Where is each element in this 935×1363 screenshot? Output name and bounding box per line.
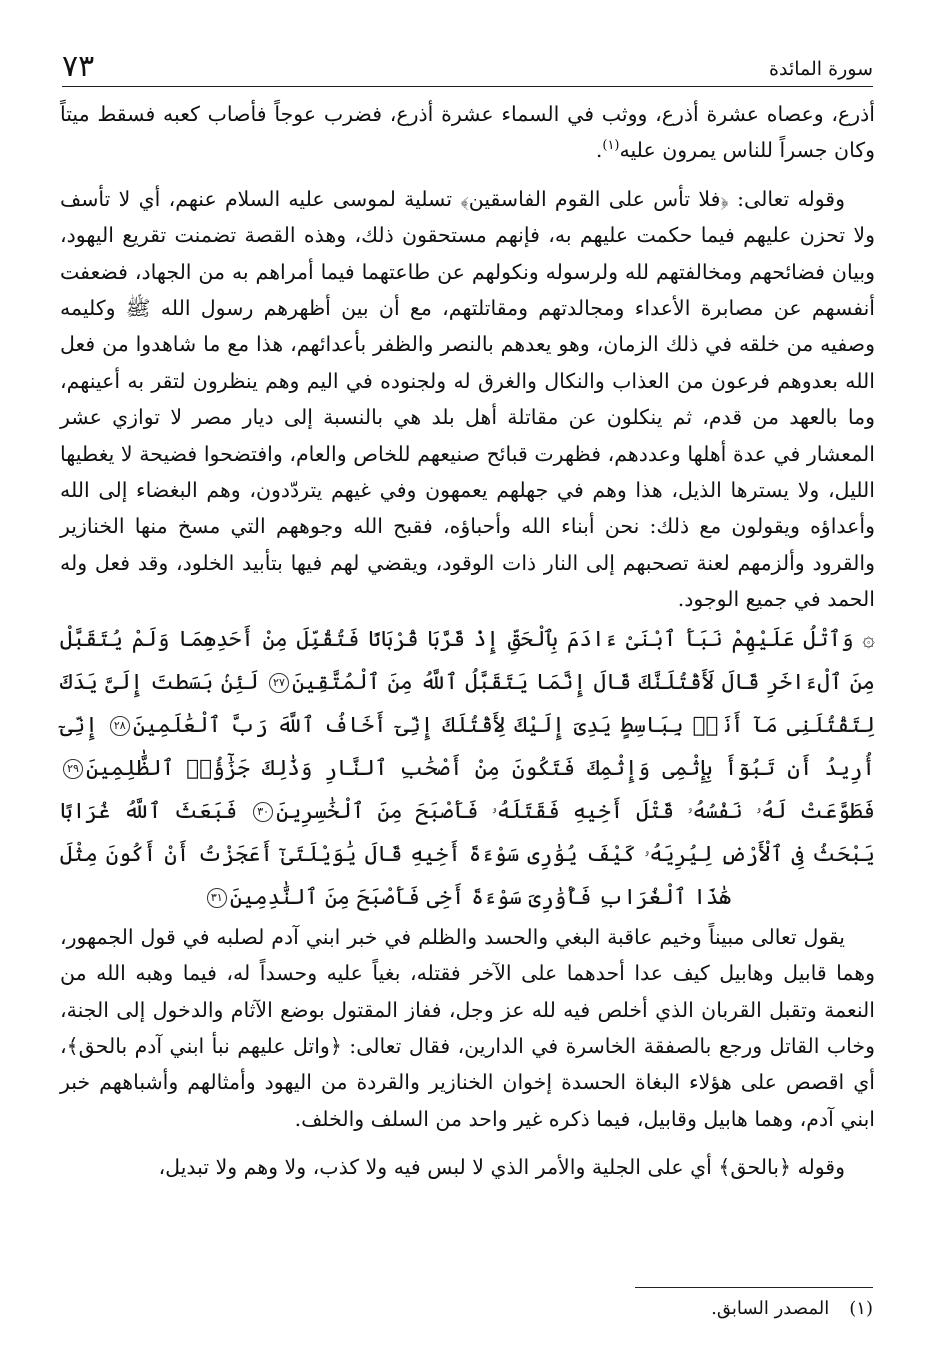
- ayah-number-30: ٣٠: [253, 802, 273, 822]
- paragraph-bilhaqq: وقوله ﴿بالحق﴾ أي على الجلية والأمر الذي لا لبس فيه ولا كذب، ولا وهم ولا تبديل،: [158, 1155, 845, 1180]
- footnote-reference: (١): [602, 138, 620, 154]
- ayah-number-27: ٢٧: [269, 673, 289, 693]
- paragraph-commentary: يقول تعالى مبيناً وخيم عاقبة البغي والحسد والظلم في خبر ابني آدم لصلبه في قول الجمهور، وهما قابيل وهابيل كيف عدا أحدهما على الآخر فقتله، بغياً عليه وحسداً له، فيما وهبه الله من النعمة وتقبل القربان الذي أخلص فيه لله عز وجل، ففاز المقتول بوضع الآثام والدخول إلى الجنة، وخاب القاتل ورجع بالصفقة الخاسرة في الدارين، فقال تعالى: ﴿واتل عليهم نبأ ابني آدم بالحق﴾، أي اقصص على هؤلاء البغاة الحسدة إخوان الخنازير والقردة من اليهود وأمثالهم وأشباههم خبر ابني آدم، وهما هابيل وقابيل، فيما ذكره غير واحد من السلف والخلف.: [60, 924, 875, 1131]
- verse-30: فَطَوَّعَتْ لَهُۥ نَفْسُهُۥ قَتْلَ أَخِيهِ فَقَتَلَهُۥ فَأَصْبَحَ مِنَ ٱلْخَٰسِرِينَ: [276, 798, 875, 824]
- ayah-number-28: ٢٨: [110, 716, 130, 736]
- paragraph-tafsir: وقوله تعالى: ﴿فلا تأس على القوم الفاسقين﴾ تسلية لموسى عليه السلام عنهم، أي لا تأسف ولا تحزن عليهم فيما حكمت عليهم به، فإنهم مستحقون ذلك، وهذه القصة تضمنت تقريع اليهود، وبيان فضائحهم ومخالفتهم لله ولرسوله ونكولهم عن طاعتهما فيما أمراهم به من الجهاد، فضعفت أنفسهم عن مصابرة الأعداء ومجالدتهم ومقاتلتهم، مع أن بين أظهرهم رسول الله ﷺ وكليمه وصفيه من خلقه في ذلك الزمان، وهو يعدهم بالنصر والظفر بأعدائهم، هذا مع ما شاهدوا من فعل الله بعدوهم فرعون من العذاب والنكال والغرق له ولجنوده في اليم وهم ينظرون لتقر به أعينهم، وما بالعهد من قدم، ثم ينكلون عن مقاتلة أهل بلد هي بالنسبة إلى ديار مصر لا توازي عشر المعشار في عدة أهلها وعددهم، فظهرت قبائح صنيعهم للخاص والعام، وافتضحوا فضيحة لا يغطيها الليل، ولا يسترها الذيل، هذا وهم في جهلهم يعمهون وفي غيهم يتردّدون، وهم البغضاء إلى الله وأعداؤه ويقولون مع ذلك: نحن أبناء الله وأحباؤه، فقبح الله وجوههم التي مسخ منها الخنازير والقرود وألزمهم لعنة تصحبهم إلى النار ذات الوقود، ويقضي لهم فيها بتأبيد الخلود، وقد فعل وله الحمد في جميع الوجود.: [60, 186, 875, 612]
- ayah-number-31: ٣١: [207, 888, 227, 908]
- ayah-number-29: ٢٩: [63, 759, 83, 779]
- footnote-divider: [635, 1287, 873, 1288]
- verse-31: فَبَعَثَ ٱللَّهُ غُرَابًا يَبْحَثُ فِى ٱلْأَرْضِ لِيُرِيَهُۥ كَيْفَ يُوَٰرِى سَوْءَةَ أَخِيهِ قَالَ يَٰوَيْلَتَىٰٓ أَعَجَزْتُ أَنْ أَكُونَ مِثْلَ هَٰذَا ٱلْغُرَابِ فَأُوَٰرِىَ سَوْءَةَ أَخِى فَأَصْبَحَ مِنَ ٱلنَّٰدِمِينَ: [60, 798, 875, 910]
- verse-27: وَٱتْلُ عَلَيْهِمْ نَبَأَ ٱبْنَىْ ءَادَمَ بِٱلْحَقِّ إِذْ قَرَّبَا قُرْبَانًا فَتُقُبِّلَ مِنْ أَحَدِهِمَا وَلَمْ يُتَقَبَّلْ مِنَ ٱلْءَاخَرِ قَالَ لَأَقْتُلَنَّكَ قَالَ إِنَّمَا يَتَقَبَّلُ ٱللَّهُ مِنَ ٱلْمُتَّقِينَ: [60, 626, 875, 695]
- page-number: ٧٣: [62, 49, 95, 84]
- surah-title: سورة المائدة: [769, 58, 873, 80]
- quran-passage: [60, 618, 875, 919]
- footnote-text: المصدر السابق.: [711, 1298, 830, 1319]
- main-text: [60, 96, 875, 1186]
- footnote: [62, 1296, 873, 1322]
- paragraph-end: .: [595, 138, 603, 163]
- paragraph-text: أذرع، وعصاه عشرة أذرع، ووثب في السماء عشرة أذرع، فضرب عوجاً فأصاب كعبه فسقط ميتاً وكان جسراً للناس يمرون عليه: [60, 102, 875, 163]
- page-header: [62, 40, 873, 87]
- footnote-number: (١): [849, 1298, 873, 1319]
- rub-el-hizb-icon: ۞: [862, 626, 875, 652]
- verse-29: إِنِّىٓ أُرِيدُ أَن تَبُوٓأَ بِإِثْمِى وَإِثْمِكَ فَتَكُونَ مِنْ أَصْحَٰبِ ٱلنَّارِ وَذَٰلِكَ جَزَٰٓؤُا۟ ٱلظَّٰلِمِينَ: [60, 712, 875, 781]
- paragraph-continued: [60, 96, 875, 169]
- verse-28: لَئِنۢ بَسَطتَ إِلَىَّ يَدَكَ لِتَقْتُلَنِى مَآ أَنَا۠ بِبَاسِطٍ يَدِىَ إِلَيْكَ لِأَقْتُلَكَ إِنِّىٓ أَخَافُ ٱللَّهَ رَبَّ ٱلْعَٰلَمِينَ: [60, 669, 875, 738]
